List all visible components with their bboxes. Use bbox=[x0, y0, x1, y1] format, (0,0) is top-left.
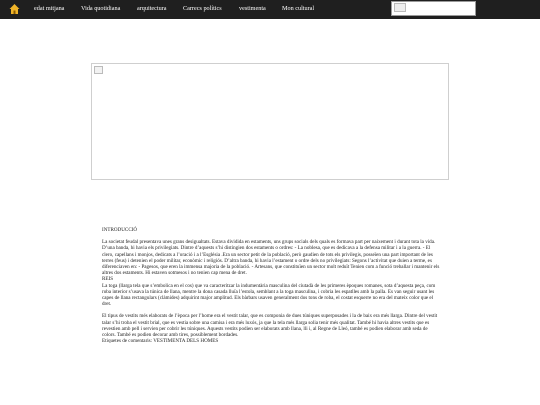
nav-item-arquitectura[interactable]: arquitectura bbox=[137, 5, 167, 12]
nav-image-box[interactable] bbox=[391, 1, 476, 16]
broken-image-icon bbox=[94, 66, 103, 74]
nav-item-edat-mitjana[interactable]: edat mitjana bbox=[34, 5, 65, 12]
intro-paragraph: La societat feudal presentava unes grans desigualtats. Estava dividida en estaments, uns grups socials dels quals es formava part per naixement i durant tota la vida. D’una banda, hi havia els privilegiats. Dintre d’aquests s’hi distingien dos estaments o ordres: - La noblesa, que es dedicava a la defensa militar i a la guerra. - El clero, capellans i monjos, dedicats a l’oració i a l’Església .Era un sector petit de la població, però gaudien de tots els privilegis, posseïen una part important de les terres (feus) i detenien el poder militar, econòmic i religiós. D’altra banda, hi havia l’estament o ordre dels no privilegiats: Segons l’activitat que duien a terme, es diferenciaven en: - Pagesos, que eren la immensa majoria de la població. - Artesans, que constituïen un sector molt reduït Tenien com a funció treballar i mantenir els altres dos estaments. Hi estaven sotmesos i no tenien cap mena de dret. bbox=[102, 239, 440, 277]
section-heading-reis: REIS bbox=[102, 276, 114, 283]
post-labels[interactable]: Etiquetes de comentaris: VESTIMENTA DELS HOMES bbox=[102, 338, 219, 345]
nav-item-vestimenta[interactable]: vestimenta bbox=[239, 5, 266, 12]
nav-item-mon-cultural[interactable]: Mon cultural bbox=[282, 5, 315, 12]
reis-paragraph: La toga (llarga tela que s’embolica en el cos) que va caracteritzar la indumentària masculina del ciutadà de les primeres èpoques romanes, sota d’aquesta peça, com roba interior s’usava la túnica de llana, mentre la dona casada lluïa l’estola, semblant a la toga masculina, i cobria les espatlles amb la palla. Es van seguir usant les capes de llana rectangulars (clàmides) adquirint major amplitud. Els bàrbars usaven generalment dos tons de roba, el costat esquerre no era del mateix color que el dret. bbox=[102, 282, 436, 308]
broken-image-icon bbox=[394, 3, 406, 12]
nav-item-vida-quotidiana[interactable]: Vida quotidiana bbox=[81, 5, 121, 12]
top-navbar bbox=[0, 0, 540, 19]
section-heading-introduccio: INTRODUCCIÓ bbox=[102, 227, 138, 233]
banner-image bbox=[91, 63, 449, 180]
vestit-paragraph: El tipus de vestits més elaborats de l’època per l’home era el vestit talar, que es componia de dues túniques superposades i la de baix era més llarga. Dintre del vestit talar s’hi troba el vestit brial, que es vestia sobre una camisa i era més luxós, ja que la tela més llarga solia tenir més qualitat. També hi havia altres vestits que es revestien amb pell i servien per cobrir les túniques. Aquests vestits podien ser elaborats amb llana, lli i, al Regne de Lleó, també es podien elaborar amb seda de colors. També es podien decorar amb tires, possiblement bordades. bbox=[102, 313, 438, 339]
home-icon[interactable] bbox=[9, 3, 20, 15]
post-content bbox=[102, 227, 440, 344]
nav-item-carrecs-politics[interactable]: Carrecs polítics bbox=[183, 5, 222, 12]
